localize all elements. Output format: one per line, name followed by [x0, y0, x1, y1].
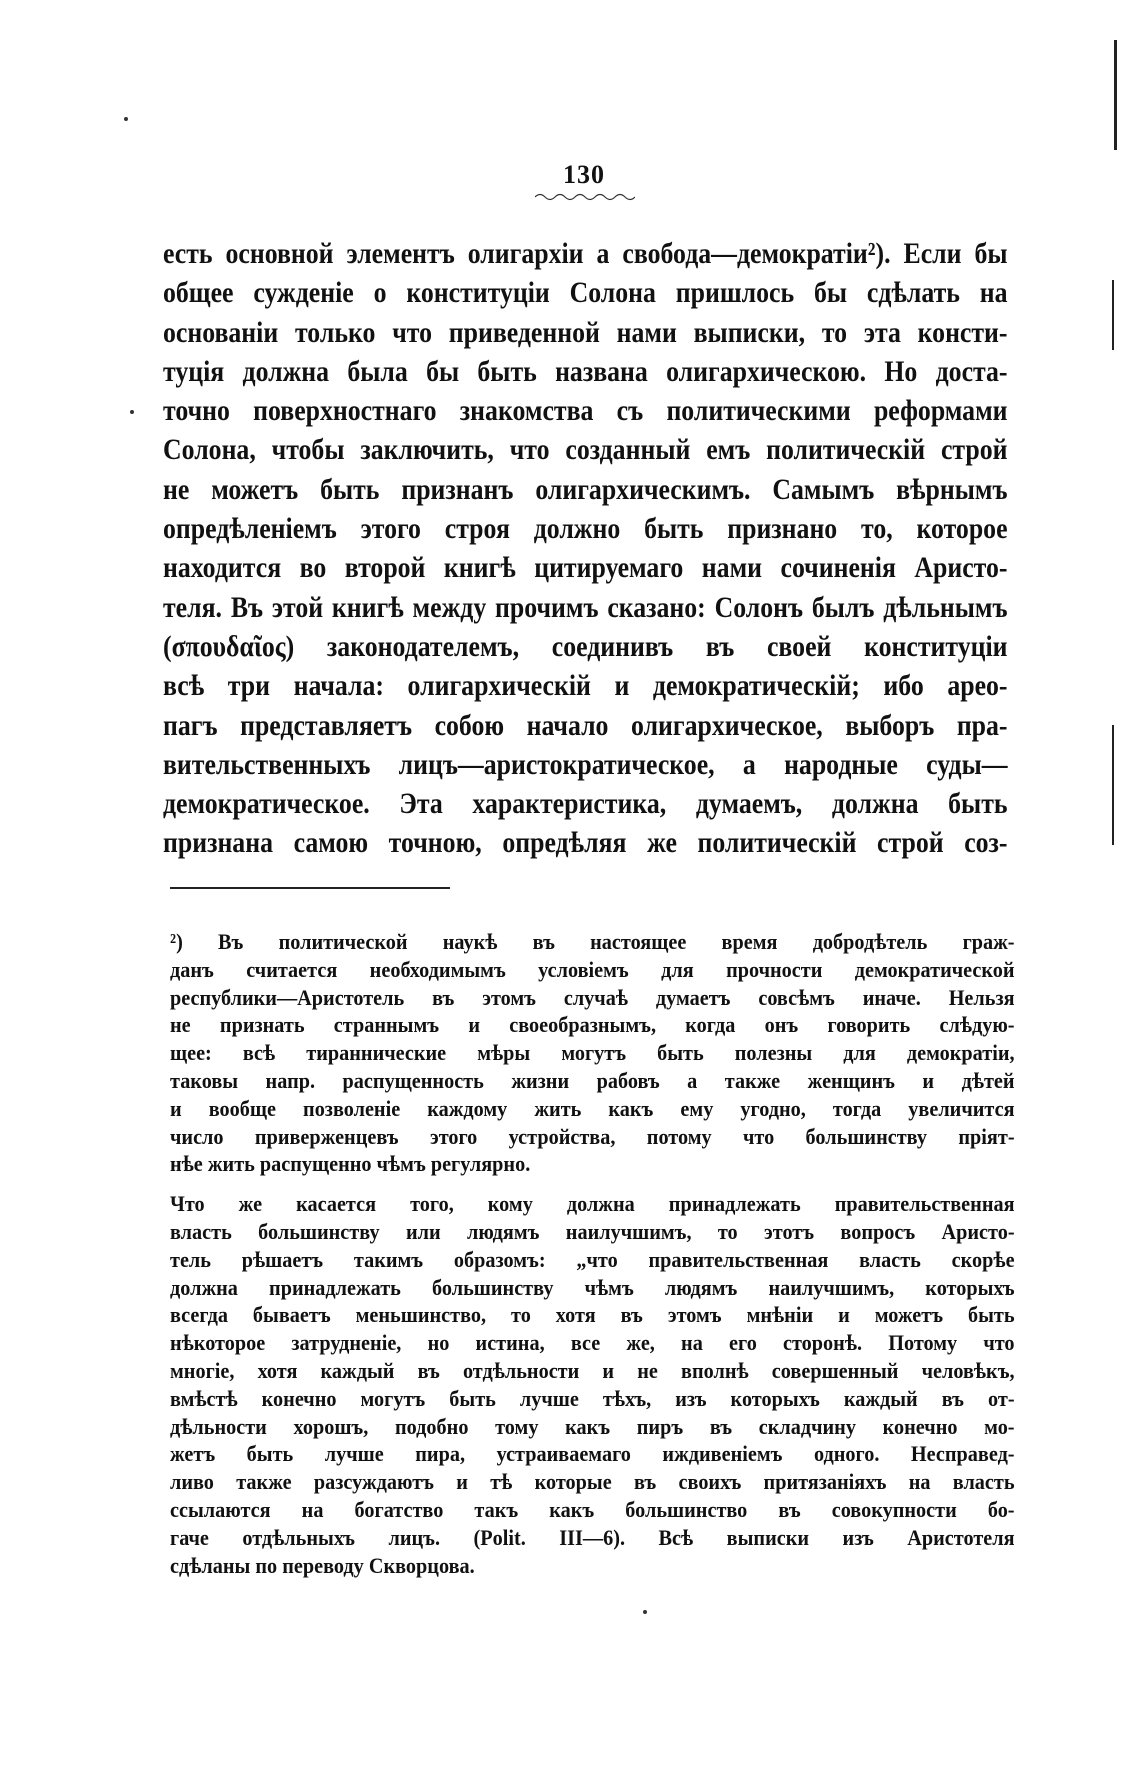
footnote-rule — [170, 887, 450, 889]
main-line: теля. Въ этой книгѣ между прочимъ сказано: Солонъ былъ дѣльнымъ — [163, 590, 1008, 624]
footnote-line: должна принадлежать большинству чѣмъ людямъ наилучшимъ, которыхъ — [170, 1274, 1015, 1300]
main-text — [163, 234, 1008, 863]
footnote-line: и вообще позволеніе каждому жить какъ ему угодно, тогда увеличится — [170, 1095, 1015, 1121]
main-line: находится во второй книгѣ цитируемаго нами сочиненія Аристо- — [163, 551, 1008, 585]
wavy-ornament-icon — [535, 192, 635, 202]
footnote-line: республики—Аристотель въ этомъ случаѣ думаетъ совсѣмъ иначе. Нельзя — [170, 984, 1015, 1010]
main-line: вительственныхъ лицъ—аристократическое, а народные суды— — [163, 747, 1008, 781]
footnote-line: не признать страннымъ и своеобразнымъ, когда онъ говорить слѣдую- — [170, 1012, 1015, 1038]
footnote-line: нѣкоторое затрудненіе, но истина, все же, на его сторонѣ. Потому что — [170, 1330, 1015, 1356]
margin-scan-mark — [1112, 280, 1114, 350]
main-line: демократическое. Эта характеристика, думаемъ, должна быть — [163, 787, 1008, 821]
footnote — [170, 928, 1015, 1579]
footnote-line: гаче отдѣльныхъ лицъ. (Polit. III—6). Всѣ выписки изъ Аристотеля — [170, 1524, 1015, 1550]
footnote-line: ссылаются на богатство такъ какъ большинство въ совокупности бо- — [170, 1496, 1015, 1522]
margin-scan-mark — [1112, 725, 1114, 845]
main-line: общее сужденіе о конституціи Солона пришлось бы сдѣлать на — [163, 276, 1008, 310]
main-line: Солона, чтобы заключить, что созданный емъ политическій строй — [163, 433, 1008, 467]
footnote-line: вмѣстѣ конечно могутъ быть лучше тѣхъ, изъ которыхъ каждый въ от- — [170, 1385, 1015, 1411]
footnote-line: всегда бываетъ меньшинство, то хотя въ этомъ мнѣніи и можетъ быть — [170, 1302, 1015, 1328]
footnote-line: нѣе жить распущенно чѣмъ регулярно. — [170, 1151, 531, 1177]
footnote-line: щее: всѣ тираннические мѣры могутъ быть полезны для демократіи, — [170, 1040, 1015, 1066]
footnote-line: ливо также разсуждаютъ и тѣ которые въ своихъ притязаніяхъ на власть — [170, 1469, 1015, 1495]
main-line: есть основной элементъ олигархіи а свобода—демократіи²). Если бы — [163, 237, 1008, 270]
page-number: 130 — [563, 160, 605, 189]
footnote-line: сдѣланы по переводу Скворцова. — [170, 1552, 475, 1578]
main-line: точно поверхностнаго знакомства съ политическими реформами — [163, 394, 1008, 428]
main-line: не можетъ быть признанъ олигархическимъ. Самымъ вѣрнымъ — [163, 472, 1008, 506]
footnote-line: данъ считается необходимымъ условіемъ для прочности демократической — [170, 956, 1015, 982]
footnote-line: многіе, хотя каждый въ отдѣльности и не вполнѣ совершенный человѣкъ, — [170, 1357, 1015, 1383]
footnote-line: власть большинству или людямъ наилучшимъ, то этотъ вопросъ Аристо- — [170, 1218, 1015, 1244]
footnote-line: Что же касается того, кому должна принадлежать правительственная — [170, 1191, 1015, 1217]
scan-speck — [124, 117, 128, 121]
main-line: пагъ представляетъ собою начало олигархическое, выборъ пра- — [163, 708, 1008, 742]
footnote-line: число приверженцевъ этого устройства, потому что большинству пріят- — [170, 1123, 1015, 1149]
scan-speck — [643, 1610, 647, 1614]
scan-speck — [130, 410, 134, 414]
main-line: опредѣленіемъ этого строя должно быть признано то, которое — [163, 512, 1008, 546]
footnote-line: ²) Въ политической наукѣ въ настоящее время добродѣтель граж- — [170, 929, 1015, 954]
footnote-line: дѣльности хорошъ, подобно тому какъ пиръ въ складчину конечно мо- — [170, 1413, 1015, 1439]
main-line: основаніи только что приведенной нами выписки, то эта консти- — [163, 315, 1008, 349]
footnote-line: жетъ быть лучше пира, устраиваемаго иждивеніемъ одного. Несправед- — [170, 1441, 1015, 1467]
footnote-line: таковы напр. распущенность жизни рабовъ а также женщинъ и дѣтей — [170, 1067, 1015, 1093]
main-line: признана самою точною, опредѣляя же политическій строй соз- — [163, 826, 1008, 860]
main-line: всѣ три начала: олигархическій и демократическій; ибо арео- — [163, 669, 1008, 703]
main-line: (σπουδαῖος) законодателемъ, соединивъ въ своей конституціи — [163, 629, 1008, 663]
main-line: туція должна была бы быть названа олигархическою. Но доста- — [163, 354, 1008, 388]
margin-scan-mark — [1114, 40, 1117, 150]
footnote-line: тель рѣшаетъ такимъ образомъ: „что правительственная власть скорѣе — [170, 1246, 1015, 1272]
